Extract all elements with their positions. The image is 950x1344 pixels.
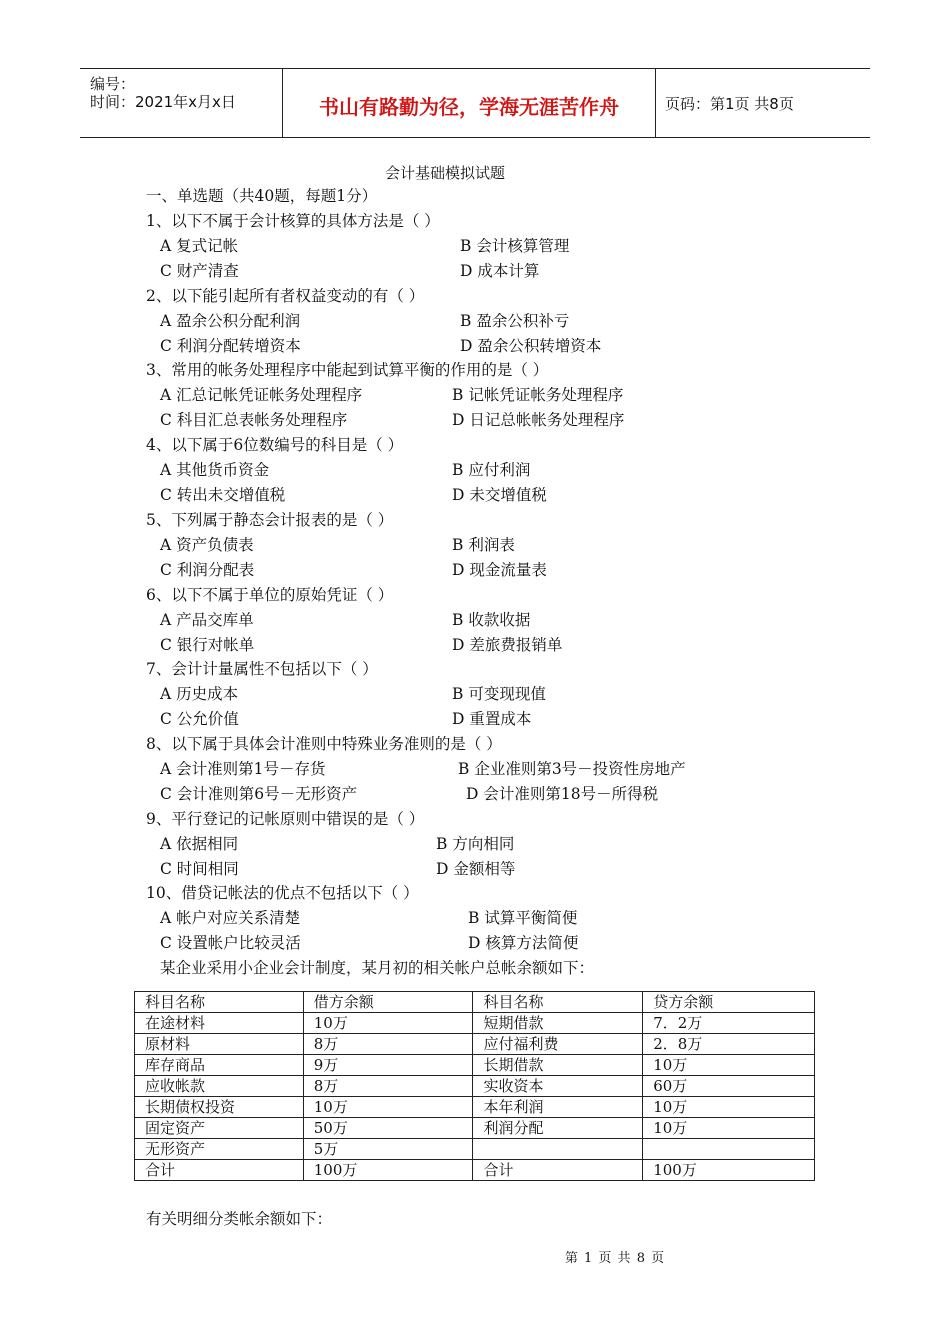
- question-10: 10、借贷记帐法的优点不包括以下（ ）: [146, 884, 419, 902]
- q4-option-c: C 转出未交增值税: [160, 486, 286, 504]
- table-cell: 长期借款: [473, 1055, 643, 1076]
- table-cell: 8万: [303, 1034, 473, 1055]
- question-9: 9、平行登记的记帐原则中错误的是（ ）: [146, 810, 425, 828]
- header-motto-cell: [282, 69, 656, 137]
- q7-option-a: A 历史成本: [160, 685, 239, 703]
- table-cell: 合计: [473, 1160, 643, 1181]
- detail-intro: 有关明细分类帐余额如下：: [146, 1210, 333, 1228]
- table-cell: 长期债权投资: [135, 1097, 304, 1118]
- table-cell: 7．2万: [643, 1013, 815, 1034]
- table-cell: 10万: [643, 1055, 815, 1076]
- page-label: 页码：第1页 共8页: [665, 95, 794, 113]
- q2-option-b: B 盈余公积补亏: [460, 312, 570, 330]
- header-cell: 科目名称: [473, 992, 643, 1013]
- q7-option-d: D 重置成本: [452, 710, 532, 728]
- table-row: [135, 1034, 815, 1055]
- table-row: [135, 1013, 815, 1034]
- table-cell: 9万: [303, 1055, 473, 1076]
- q2-option-a: A 盈余公积分配利润: [160, 312, 301, 330]
- q10-option-d: D 核算方法简便: [468, 934, 579, 952]
- q8-option-b: B 企业准则第3号－投资性房地产: [458, 760, 686, 778]
- question-4: 4、以下属于6位数编号的科目是（ ）: [146, 436, 404, 454]
- q1-option-c: C 财产清查: [160, 262, 239, 280]
- table-cell: 100万: [643, 1160, 815, 1181]
- question-1: 1、以下不属于会计核算的具体方法是（ ）: [146, 212, 440, 230]
- q4-option-d: D 未交增值税: [452, 486, 547, 504]
- table-cell: 无形资产: [135, 1139, 304, 1160]
- q4-option-a: A 其他货币资金: [160, 461, 270, 479]
- q6-option-b: B 收款收据: [452, 611, 531, 629]
- date-label: 时间：2021年x月x日: [90, 93, 236, 111]
- q3-option-b: B 记帐凭证帐务处理程序: [452, 386, 624, 404]
- q5-option-c: C 利润分配表: [160, 561, 255, 579]
- table-row: [135, 1055, 815, 1076]
- table-cell: 10万: [303, 1097, 473, 1118]
- table-row: [135, 1139, 815, 1160]
- table-total-row: [135, 1160, 815, 1181]
- table-cell: 5万: [303, 1139, 473, 1160]
- table-cell: 利润分配: [473, 1118, 643, 1139]
- q10-option-c: C 设置帐户比较灵活: [160, 934, 301, 952]
- table-cell: 原材料: [135, 1034, 304, 1055]
- balance-table: [134, 991, 815, 1181]
- q9-option-b: B 方向相同: [436, 835, 515, 853]
- table-cell: 实收资本: [473, 1076, 643, 1097]
- table-cell: 8万: [303, 1076, 473, 1097]
- table-cell: 10万: [643, 1118, 815, 1139]
- q9-option-d: D 金额相等: [436, 860, 516, 878]
- q8-option-d: D 会计准则第18号－所得税: [466, 785, 659, 803]
- q10-option-b: B 试算平衡简便: [468, 909, 578, 927]
- q10-option-a: A 帐户对应关系清楚: [160, 909, 301, 927]
- q5-option-d: D 现金流量表: [452, 561, 547, 579]
- table-cell: 短期借款: [473, 1013, 643, 1034]
- q8-option-a: A 会计准则第1号－存货: [160, 760, 326, 778]
- footer-page-number: 第 1 页 共 8 页: [564, 1251, 666, 1266]
- question-8: 8、以下属于具体会计准则中特殊业务准则的是（ ）: [146, 735, 502, 753]
- q9-option-c: C 时间相同: [160, 860, 239, 878]
- table-cell: 本年利润: [473, 1097, 643, 1118]
- table-cell: 应付福利费: [473, 1034, 643, 1055]
- q6-option-c: C 银行对帐单: [160, 636, 255, 654]
- header-cell: 贷方余额: [643, 992, 815, 1013]
- q1-option-b: B 会计核算管理: [460, 237, 570, 255]
- section-heading: 一、单选题（共40题，每题1分）: [146, 187, 378, 205]
- table-cell: 在途材料: [135, 1013, 304, 1034]
- question-5: 5、下列属于静态会计报表的是（ ）: [146, 511, 394, 529]
- table-cell: 60万: [643, 1076, 815, 1097]
- table-cell: 库存商品: [135, 1055, 304, 1076]
- q1-option-a: A 复式记帐: [160, 237, 239, 255]
- q6-option-a: A 产品交库单: [160, 611, 254, 629]
- q6-option-d: D 差旅费报销单: [452, 636, 563, 654]
- header-page-cell: [655, 69, 870, 137]
- header-meta: [80, 69, 282, 137]
- table-cell: 固定资产: [135, 1118, 304, 1139]
- table-row: [135, 1097, 815, 1118]
- document-title: 会计基础模拟试题: [384, 164, 505, 182]
- q9-option-a: A 依据相同: [160, 835, 239, 853]
- table-cell: [643, 1139, 815, 1160]
- table-cell: 10万: [303, 1013, 473, 1034]
- q2-option-d: D 盈余公积转增资本: [460, 337, 602, 355]
- table-cell: 50万: [303, 1118, 473, 1139]
- q3-option-d: D 日记总帐帐务处理程序: [452, 411, 625, 429]
- q5-option-a: A 资产负债表: [160, 536, 254, 554]
- table-intro: 某企业采用小企业会计制度，某月初的相关帐户总帐余额如下：: [160, 959, 595, 977]
- table-row: [135, 1076, 815, 1097]
- header-cell: 科目名称: [135, 992, 304, 1013]
- q2-option-c: C 利润分配转增资本: [160, 337, 301, 355]
- q7-option-c: C 公允价值: [160, 710, 239, 728]
- table-row: [135, 1118, 815, 1139]
- table-cell: 合计: [135, 1160, 304, 1181]
- table-header-row: [135, 992, 815, 1013]
- question-6: 6、以下不属于单位的原始凭证（ ）: [146, 586, 394, 604]
- table-cell: 10万: [643, 1097, 815, 1118]
- question-7: 7、会计计量属性不包括以下（ ）: [146, 660, 378, 678]
- motto: 书山有路勤为径，学海无涯苦作舟: [319, 95, 619, 119]
- table-cell: 100万: [303, 1160, 473, 1181]
- serial-label: 编号：: [90, 75, 136, 93]
- q1-option-d: D 成本计算: [460, 262, 540, 280]
- table-cell: [473, 1139, 643, 1160]
- q3-option-a: A 汇总记帐凭证帐务处理程序: [160, 386, 363, 404]
- q7-option-b: B 可变现现值: [452, 685, 546, 703]
- q5-option-b: B 利润表: [452, 536, 515, 554]
- page-footer: [0, 1247, 950, 1266]
- table-cell: 2．8万: [643, 1034, 815, 1055]
- q3-option-c: C 科目汇总表帐务处理程序: [160, 411, 348, 429]
- q8-option-c: C 会计准则第6号－无形资产: [160, 785, 358, 803]
- document-header: [80, 68, 870, 138]
- table-cell: 应收帐款: [135, 1076, 304, 1097]
- question-2: 2、以下能引起所有者权益变动的有（ ）: [146, 287, 425, 305]
- header-cell: 借方余额: [303, 992, 473, 1013]
- question-3: 3、常用的帐务处理程序中能起到试算平衡的作用的是（ ）: [146, 361, 549, 379]
- q4-option-b: B 应付利润: [452, 461, 531, 479]
